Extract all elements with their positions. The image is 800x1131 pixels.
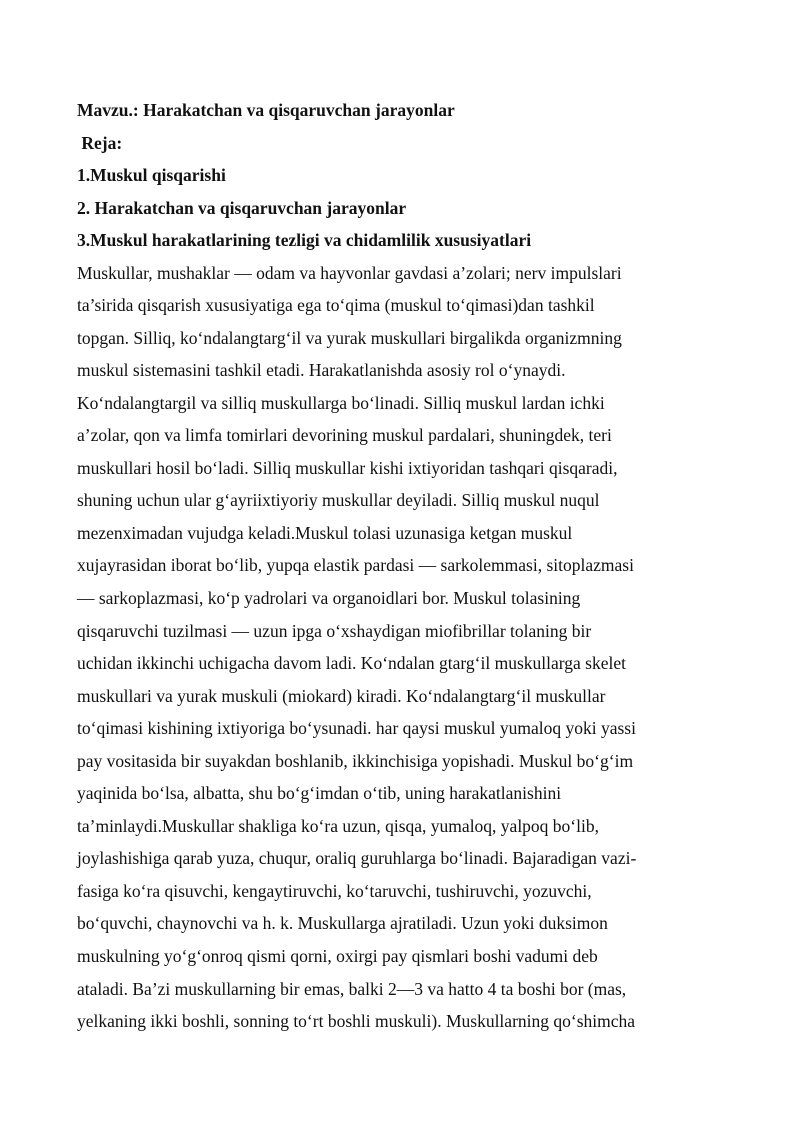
text-line: pay vositasida bir suyakdan boshlanib, ikkinchisiga yopishadi. Muskul boʻgʻim: [77, 750, 634, 771]
text-line: muskulning yoʻgʻonroq qismi qorni, oxirgi pay qismlari boshi vadumi deb: [77, 945, 598, 966]
text-line: Koʻndalangtargil va silliq muskullarga boʻlinadi. Silliq muskul lardan ichki: [77, 392, 605, 413]
text-line: shuning uchun ular gʻayriixtiyoriy muskullar deyiladi. Silliq muskul nuqul: [77, 490, 600, 511]
document-body: [77, 94, 737, 1038]
plan-label: Reja:: [77, 132, 123, 153]
text-line: yelkaning ikki boshli, sonning toʻrt boshli muskuli). Muskullarning qoʻshimcha: [77, 1011, 636, 1032]
text-line: joylashishiga qarab yuza, chuqur, oraliq guruhlarga boʻlinadi. Bajaradigan vazi-: [77, 848, 637, 869]
text-line: a’zolar, qon va limfa tomirlari devorining muskul pardalari, shuningdek, teri: [77, 425, 612, 446]
text-line: mezenximadan vujudga keladi.Muskul tolasi uzunasiga ketgan muskul: [77, 522, 573, 543]
text-line: ataladi. Ba’zi muskullarning bir emas, balki 2—3 va hatto 4 ta boshi bor (mas,: [77, 978, 627, 999]
text-line: qisqaruvchi tuzilmasi — uzun ipga oʻxshaydigan miofibrillar tolaning bir: [77, 620, 592, 641]
text-line: — sarkoplazmasi, koʻp yadrolari va organoidlari bor. Muskul tolasining: [77, 587, 581, 608]
topic-title: Mavzu.: Harakatchan va qisqaruvchan jarayonlar: [77, 100, 455, 120]
plan-item-3: 3.Muskul harakatlarining tezligi va chidamlilik xususiyatlari: [77, 230, 532, 250]
text-line: xujayrasidan iborat boʻlib, yupqa elastik pardasi — sarkolemmasi, sitoplazmasi: [77, 555, 634, 576]
plan-item-2: 2. Harakatchan va qisqaruvchan jarayonlar: [77, 197, 407, 218]
text-line: muskullari hosil boʻladi. Silliq muskullar kishi ixtiyoridan tashqari qisqaradi,: [77, 457, 618, 478]
text-line: yaqinida boʻlsa, albatta, shu boʻgʻimdan oʻtib, uning harakatlanishini: [77, 783, 562, 804]
text-line: muskullari va yurak muskuli (miokard) kiradi. Koʻndalangtargʻil muskullar: [77, 685, 606, 706]
text-line: fasiga koʻra qisuvchi, kengaytiruvchi, koʻtaruvchi, tushiruvchi, yozuvchi,: [77, 880, 592, 901]
text-line: topgan. Silliq, koʻndalangtargʻil va yurak muskullari birgalikda organizmning: [77, 327, 622, 348]
text-line: boʻquvchi, chaynovchi va h. k. Muskullarga ajratiladi. Uzun yoki duksimon: [77, 913, 608, 934]
text-line: Muskullar, mushaklar — odam va hayvonlar gavdasi a’zolari; nerv impulslari: [77, 262, 622, 283]
text-line: ta’sirida qisqarish xususiyatiga ega toʻqima (muskul toʻqimasi)dan tashkil: [77, 295, 595, 316]
text-line: uchidan ikkinchi uchigacha davom ladi. Koʻndalan gtargʻil muskullarga skelet: [77, 653, 626, 674]
plan-item-1: 1.Muskul qisqarishi: [77, 165, 226, 185]
text-line: toʻqimasi kishining ixtiyoriga boʻysunadi. har qaysi muskul yumaloq yoki yassi: [77, 718, 636, 739]
text-line: ta’minlaydi.Muskullar shakliga koʻra uzun, qisqa, yumaloq, yalpoq boʻlib,: [77, 815, 599, 836]
body-paragraph: [77, 257, 737, 1038]
text-line: muskul sistemasini tashkil etadi. Harakatlanishda asosiy rol oʻynaydi.: [77, 360, 566, 381]
